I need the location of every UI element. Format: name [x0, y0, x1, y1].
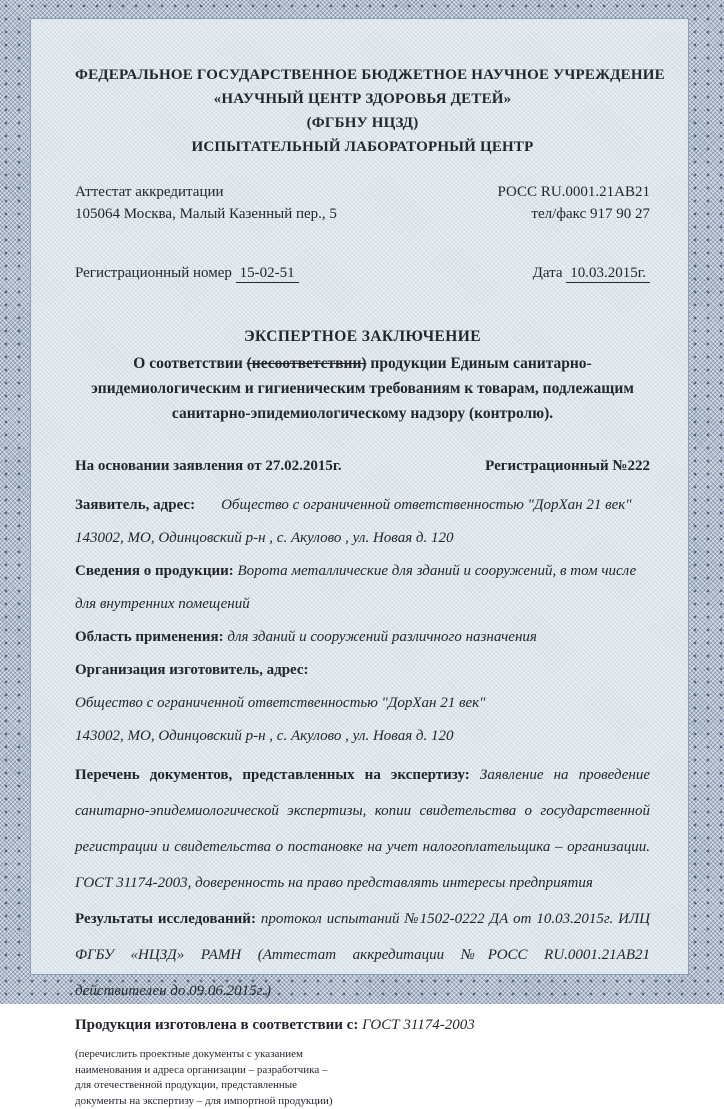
documents-value: Заявление на проведение санитарно-эпидемиологической экспертизы, копии свидетельства о государственной регистрации и свидетельства о постановке на учет налогоплательщика – организации. ГОСТ 31174-2003, доверенность на право представлять интересы предприятия — [75, 767, 650, 891]
manufacturer-label: Организация изготовитель, адрес: — [75, 662, 309, 678]
basis-statement: На основании заявления от 27.02.2015г. — [75, 458, 342, 475]
manufacturer-label-line — [75, 654, 650, 687]
accreditation-phone: тел/факс 917 90 27 — [498, 203, 650, 225]
accreditation-number: РОСС RU.0001.21АВ21 — [498, 181, 650, 203]
product-label: Сведения о продукции: — [75, 563, 234, 579]
accreditation-contact-block — [498, 181, 650, 225]
date-value: 10.03.2015г. — [566, 265, 650, 283]
certificate-paper — [30, 18, 689, 975]
results-label: Результаты исследований: — [75, 911, 256, 927]
org-line-4: ИСПЫТАТЕЛЬНЫЙ ЛАБОРАТОРНЫЙ ЦЕНТР — [75, 135, 650, 159]
results-field — [75, 901, 650, 1009]
document-title — [75, 324, 650, 426]
registration-number-label: Регистрационный номер — [75, 265, 232, 281]
title-line1-pre: О соответствии — [133, 355, 246, 372]
registration-number-value: 15-02-51 — [236, 265, 299, 283]
org-line-2: «НАУЧНЫЙ ЦЕНТР ЗДОРОВЬЯ ДЕТЕЙ» — [75, 87, 650, 111]
date-field — [533, 265, 650, 282]
accreditation-address: 105064 Москва, Малый Казенный пер., 5 — [75, 203, 337, 225]
manufacturer-address-line — [75, 720, 650, 753]
standard-field — [75, 1009, 650, 1042]
title-line-3: санитарно-эпидемиологическому надзору (контролю). — [75, 401, 650, 426]
manufacturer-value-line — [75, 687, 650, 720]
title-strikethrough-word: (несоответствии) — [247, 355, 367, 372]
manufacturer-address: 143002, МО, Одинцовский р-н , с. Акулово , ул. Новая д. 120 — [75, 728, 454, 744]
fields-section — [75, 489, 650, 1042]
footnote — [75, 1047, 650, 1109]
product-field — [75, 555, 650, 621]
org-line-1: ФЕДЕРАЛЬНОЕ ГОСУДАРСТВЕННОЕ БЮДЖЕТНОЕ НАУЧНОЕ УЧРЕЖДЕНИЕ — [75, 63, 650, 87]
applicant-field — [75, 489, 650, 522]
footnote-line-3: для отечественной продукции, представленные — [75, 1078, 650, 1094]
applicant-label: Заявитель, адрес: — [75, 497, 195, 513]
manufacturer-value: Общество с ограниченной ответственностью "ДорХан 21 век" — [75, 695, 486, 711]
applicant-address — [75, 522, 650, 555]
documents-field — [75, 757, 650, 901]
footnote-line-2: наименования и адреса организации – разработчика – — [75, 1063, 650, 1079]
results-value: протокол испытаний №1502-0222 ДА от 10.03.2015г. ИЛЦ ФГБУ «НЦЗД» РАМН (Аттестат аккредитации №РОСС RU.0001.21АВ21 действителен до 09.06.2015г.) — [75, 911, 650, 999]
scope-field — [75, 621, 650, 654]
title-line-1 — [75, 351, 650, 376]
scope-label: Область применения: — [75, 629, 224, 645]
footnote-line-4: документы на экспертизу – для импортной продукции) — [75, 1094, 650, 1109]
product-value: Ворота металлические для зданий и сооружений, в том числе для внутренних помещений — [75, 563, 636, 612]
organization-header — [75, 63, 650, 159]
applicant-value: Общество с ограниченной ответственностью "ДорХан 21 век" — [221, 497, 632, 513]
title-line-2: эпидемиологическим и гигиеническим требованиям к товарам, подлежащим — [75, 376, 650, 401]
footnote-line-1: (перечислить проектные документы с указанием — [75, 1047, 650, 1063]
basis-registration-number: Регистрационный №222 — [485, 458, 650, 475]
applicant-address-value: 143002, МО, Одинцовский р-н , с. Акулово , ул. Новая д. 120 — [75, 530, 454, 546]
date-label: Дата — [533, 265, 563, 281]
registration-row — [75, 265, 650, 282]
basis-row — [75, 458, 650, 475]
standard-value: ГОСТ 31174-2003 — [362, 1017, 475, 1033]
documents-label: Перечень документов, представленных на экспертизу: — [75, 767, 470, 783]
scope-value: для зданий и сооружений различного назначения — [227, 629, 537, 645]
accreditation-row — [75, 181, 650, 225]
standard-label: Продукция изготовлена в соответствии с: — [75, 1017, 358, 1033]
accreditation-label: Аттестат аккредитации — [75, 181, 337, 203]
certificate-content — [31, 19, 688, 1109]
accreditation-address-block — [75, 181, 337, 225]
title-line1-post: продукции Единым санитарно- — [367, 355, 592, 372]
org-line-3: (ФГБНУ НЦЗД) — [75, 111, 650, 135]
title-heading: ЭКСПЕРТНОЕ ЗАКЛЮЧЕНИЕ — [75, 324, 650, 349]
registration-number-field — [75, 265, 299, 282]
